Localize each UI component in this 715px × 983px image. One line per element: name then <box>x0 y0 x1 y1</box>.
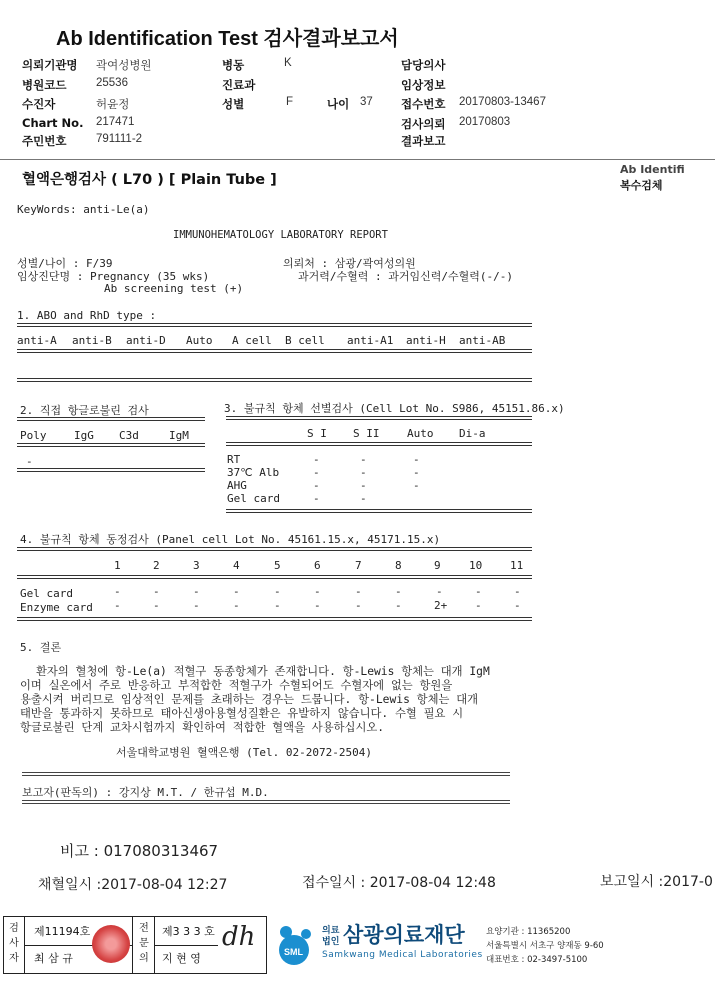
screen-cell: - <box>313 466 320 479</box>
age-value: 37 <box>360 96 373 108</box>
screen-cell: - <box>360 492 367 505</box>
panel-header: 10 <box>469 559 483 572</box>
corp-tag: 의료 법인 <box>322 926 340 947</box>
panel-cell: - <box>114 585 121 598</box>
right-cut-subtitle: 복수검체 <box>620 179 663 192</box>
header-label: Chart No. <box>22 116 84 130</box>
screen-cell: - <box>413 479 420 492</box>
screen-cell: - <box>413 453 420 466</box>
panel-cell: - <box>314 585 321 598</box>
abo-title: 1. ABO and RhD type : <box>17 309 157 322</box>
panel-cell: - <box>233 585 240 598</box>
conclusion-line: 용출시켜 버리므로 임상적인 문제를 초래하는 경우는 드뭅니다. 항-Lewis 항체는 대개 <box>20 693 479 706</box>
double-rule <box>226 509 532 513</box>
screen-cell: - <box>360 466 367 479</box>
header-label: 수진자 <box>22 97 56 111</box>
physician-license: 제3 3 3 호 <box>162 925 215 938</box>
abo-header: anti-AB <box>459 334 506 347</box>
dat-header: IgM <box>169 429 189 442</box>
double-rule <box>226 416 532 420</box>
patient-line3: Ab screening test (+) <box>104 282 244 295</box>
double-rule <box>17 323 532 327</box>
logo-text: SML <box>284 947 303 957</box>
keywords: KeyWords: anti-Le(a) <box>17 203 150 216</box>
section-title: 혈액은행검사 ( L70 ) [ Plain Tube ] <box>22 172 277 188</box>
panel-cell: - <box>514 599 521 612</box>
panel-cell: - <box>436 585 443 598</box>
header-value: 791111-2 <box>96 133 143 145</box>
right-cut-title: Ab Identifi <box>620 163 685 176</box>
panel-header: 5 <box>274 559 281 572</box>
panel-cell: - <box>395 585 402 598</box>
rule <box>22 775 510 776</box>
panel-header: 1 <box>114 559 121 572</box>
screen-cell: - <box>313 453 320 466</box>
screen-header: Auto <box>407 427 434 440</box>
patient-line1-right: 의뢰처 : 삼광/곽여성의원 <box>283 257 416 270</box>
header-value: 허윤정 <box>96 99 130 111</box>
company-english-name: Samkwang Medical Laboratories <box>322 950 483 960</box>
header-label: 검사의뢰 <box>401 117 446 131</box>
panel-header: 8 <box>395 559 402 572</box>
note: 비고 : 017080313467 <box>60 842 219 860</box>
patient-line2-right: 과거력/수혈력 : 과거임신력/수혈력(-/-) <box>298 270 513 283</box>
inspector-license: 제11194호 <box>34 925 91 938</box>
company-info: 서울특별시 서초구 양재동 9-60 <box>486 941 604 951</box>
panel-title: 4. 불규칙 항체 동정검사 (Panel cell Lot No. 45161.15.x, 45171.15.x) <box>20 533 441 546</box>
screen-header: Di-a <box>459 427 486 440</box>
header-label: 주민번호 <box>22 134 67 148</box>
conclusion-title: 5. 결론 <box>20 641 62 654</box>
panel-row-label: Enzyme card <box>20 601 93 614</box>
screen-header: S II <box>353 427 380 440</box>
screen-cell: - <box>360 479 367 492</box>
report-title: Ab Identification Test 검사결과보고서 <box>56 28 399 50</box>
rule <box>22 803 510 804</box>
panel-cell: - <box>475 585 482 598</box>
patient-line1-left: 성별/나이 : F/39 <box>17 257 113 270</box>
panel-cell: - <box>355 585 362 598</box>
seal-stamp <box>92 925 130 963</box>
panel-cell: - <box>193 585 200 598</box>
lab-report-title: IMMUNOHEMATOLOGY LABORATORY REPORT <box>173 229 388 241</box>
panel-cell: - <box>233 599 240 612</box>
header-value: K <box>284 57 292 69</box>
header-label: 담당의사 <box>401 58 446 72</box>
conclusion-line: 태반을 통과하지 못하므로 태아신생아용혈성질환은 유발하지 않습니다. 수혈 필요 시 <box>20 707 464 720</box>
panel-cell: - <box>153 599 160 612</box>
panel-cell: - <box>274 585 281 598</box>
sml-logo-icon <box>272 922 318 968</box>
panel-cell: - <box>514 585 521 598</box>
panel-cell: - <box>274 599 281 612</box>
double-rule <box>17 349 532 353</box>
company-info: 대표번호 : 02-3497-5100 <box>486 955 588 965</box>
panel-cell: - <box>314 599 321 612</box>
abo-header: anti-A <box>17 334 57 347</box>
screen-row-label: RT <box>227 453 241 466</box>
header-label: 병원코드 <box>22 78 67 92</box>
double-rule <box>17 378 532 382</box>
screen-row-label: AHG <box>227 479 247 492</box>
panel-header: 3 <box>193 559 200 572</box>
double-rule <box>17 468 205 472</box>
screen-header: S I <box>307 427 327 440</box>
screen-row-label: 37℃ Alb <box>227 466 280 479</box>
divider <box>0 159 715 160</box>
screen-cell: - <box>313 492 320 505</box>
screen-cell: - <box>413 466 420 479</box>
abo-header: anti-A1 <box>347 334 394 347</box>
physician-name: 지 현 영 <box>162 952 201 965</box>
header-label: 진료과 <box>222 78 256 92</box>
screen-row-label: Gel card <box>227 492 280 505</box>
inspector-name: 최 삼 규 <box>34 952 73 965</box>
blood-bank-contact: 서울대학교병원 혈액은행 (Tel. 02-2072-2504) <box>116 746 372 759</box>
rule <box>22 772 510 773</box>
header-label: 의뢰기관명 <box>22 58 78 72</box>
panel-header: 2 <box>153 559 160 572</box>
company-info: 요양기관 : 11365200 <box>486 927 571 937</box>
abo-header: anti-H <box>406 334 446 347</box>
age-label: 나이 <box>327 97 350 111</box>
rule <box>22 800 510 801</box>
panel-cell: - <box>475 599 482 612</box>
header-label: 접수번호 <box>401 97 446 111</box>
panel-cell: - <box>193 599 200 612</box>
dat-header: Poly <box>20 429 47 442</box>
panel-cell: - <box>114 599 121 612</box>
header-value: 217471 <box>96 116 135 128</box>
reported-datetime: 보고일시 :2017-0 <box>600 874 713 890</box>
panel-header: 4 <box>233 559 240 572</box>
handwritten-signature: dh <box>222 922 256 952</box>
patient-line2-left: 임상진단명 : Pregnancy (35 wks) <box>17 270 210 283</box>
physician-vertical-label: 전 문 의 <box>139 923 149 964</box>
screen-cell: - <box>313 479 320 492</box>
company-name: 삼광의료재단 <box>343 923 465 947</box>
panel-header: 7 <box>355 559 362 572</box>
reporter: 보고자(판독의) : 강지상 M.T. / 한규섭 M.D. <box>22 786 269 799</box>
header-value: F <box>286 96 294 108</box>
panel-cell: 2+ <box>434 599 448 612</box>
header-label: 결과보고 <box>401 134 446 148</box>
received-datetime: 접수일시 : 2017-08-04 12:48 <box>302 875 496 891</box>
dat-value: - <box>26 455 33 468</box>
abo-header: Auto <box>186 334 213 347</box>
double-rule <box>17 617 532 621</box>
double-rule <box>226 442 532 446</box>
abo-header: A cell <box>232 334 272 347</box>
inspector-vertical-label: 검 사 자 <box>9 923 19 964</box>
panel-cell: - <box>395 599 402 612</box>
abo-header: anti-B <box>72 334 112 347</box>
panel-header: 9 <box>434 559 441 572</box>
header-label: 병동 <box>222 58 245 72</box>
panel-header: 11 <box>510 559 524 572</box>
header-value: 25536 <box>96 77 128 89</box>
dat-title: 2. 직접 항글로불린 검사 <box>20 404 149 417</box>
panel-header: 6 <box>314 559 321 572</box>
dat-header: IgG <box>74 429 94 442</box>
header-label: 임상정보 <box>401 78 446 92</box>
header-value: 곽여성병원 <box>96 60 152 72</box>
double-rule <box>17 547 532 551</box>
double-rule <box>17 575 532 579</box>
dat-header: C3d <box>119 429 139 442</box>
header-label: 성별 <box>222 97 245 111</box>
abo-header: B cell <box>285 334 325 347</box>
panel-cell: - <box>153 585 160 598</box>
conclusion-line: 이며 실온에서 주로 반응하고 부적합한 적혈구가 수혈되어도 수혈자에 없는 항원을 <box>20 679 453 692</box>
panel-cell: - <box>355 599 362 612</box>
screen-cell: - <box>360 453 367 466</box>
conclusion-line: 항글로불린 단계 교차시험까지 확인하여 적합한 혈액을 사용하십시오. <box>20 721 385 734</box>
screen-title: 3. 불규칙 항체 선별검사 (Cell Lot No. S986, 45151.86.x) <box>224 402 565 415</box>
double-rule <box>17 417 205 421</box>
double-rule <box>17 443 205 447</box>
panel-row-label: Gel card <box>20 587 73 600</box>
header-value: 20170803-13467 <box>459 96 546 108</box>
abo-header: anti-D <box>126 334 166 347</box>
conclusion-line: 환자의 혈청에 항-Le(a) 적혈구 동종항체가 존재합니다. 항-Lewis 항체는 대개 IgM <box>36 665 490 678</box>
collected-datetime: 채혈일시 :2017-08-04 12:27 <box>38 877 228 893</box>
header-value: 20170803 <box>459 116 511 128</box>
